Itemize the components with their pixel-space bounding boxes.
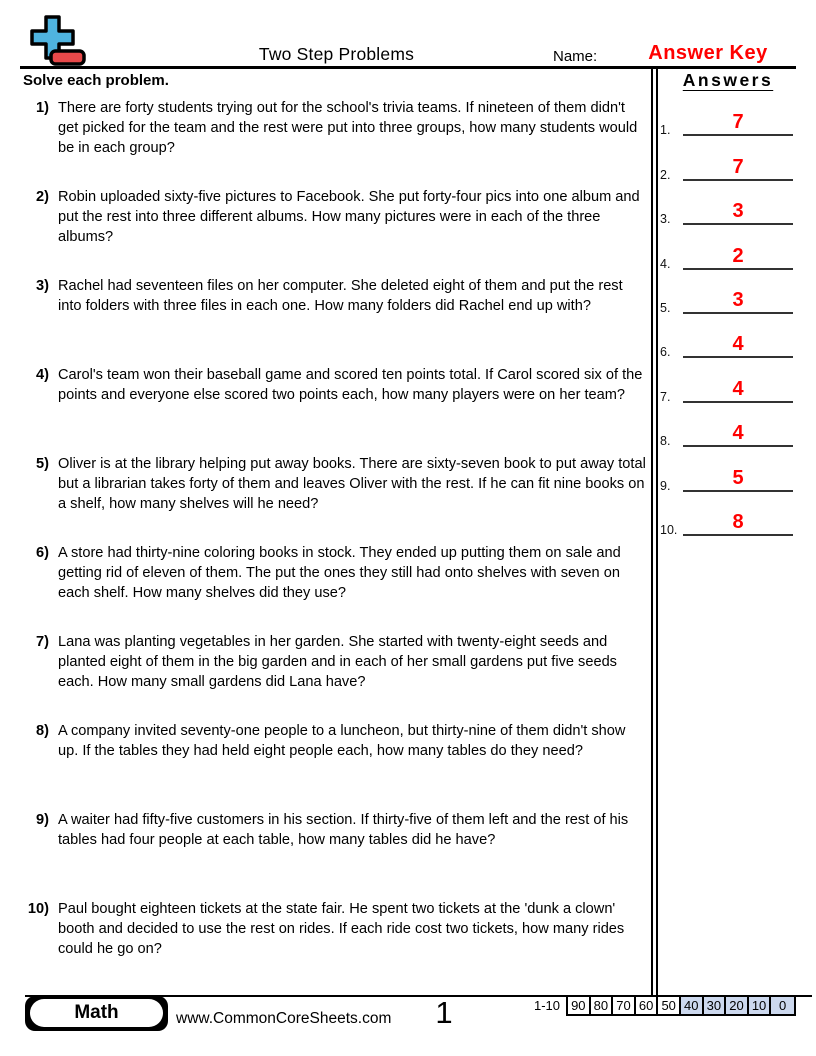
answer-number: 6. [660, 345, 671, 360]
answer-row-2 [658, 138, 796, 182]
answer-value: 3 [732, 288, 744, 311]
problem-text: Robin uploaded sixty-five pictures to Facebook. She put forty-four pics into one album and put the rest into three different albums. How many pictures were in each of the three albums? [58, 189, 640, 245]
problem-8 [24, 722, 649, 811]
problem-number: 2) [36, 189, 49, 205]
answer-row-4 [658, 227, 796, 271]
answer-number: 3. [660, 212, 671, 227]
problem-text: A company invited seventy-one people to a luncheon, but thirty-nine of them didn't show up. If the tables they had held eight people each, how many tables do they need? [58, 723, 626, 759]
answer-blank-line [683, 111, 793, 136]
website-url: www.CommonCoreSheets.com [176, 1010, 392, 1027]
score-cell: 10 [749, 997, 772, 1014]
answer-blank-line [683, 333, 793, 358]
answer-value: 7 [732, 111, 744, 134]
answer-number: 1. [660, 123, 671, 138]
answer-row-3 [658, 183, 796, 227]
problem-9 [24, 811, 649, 900]
answer-value: 8 [732, 510, 744, 533]
name-label: Name: [553, 48, 598, 65]
problem-5 [24, 455, 649, 544]
score-cell: 40 [681, 997, 704, 1014]
answer-number: 10. [660, 522, 678, 537]
score-cell: 90 [568, 997, 591, 1014]
problem-10 [24, 900, 649, 989]
subject-badge-label: Math [30, 999, 163, 1027]
problem-4 [24, 366, 649, 455]
answer-value: 2 [732, 244, 744, 267]
problem-text: There are forty students trying out for the school's trivia teams. If nineteen of them didn't get picked for the team and the rest were put into three groups, how many students would be in each group? [58, 100, 638, 156]
answer-number: 2. [660, 167, 671, 182]
instructions-text: Solve each problem. [23, 72, 169, 89]
problem-number: 5) [36, 456, 49, 472]
problem-text: A store had thirty-nine coloring books in stock. They ended up putting them on sale and getting rid of eleven of them. The put the ones they still had onto shelves with seven on each shelf. How many shelves did they use? [58, 545, 621, 601]
score-cell: 70 [613, 997, 636, 1014]
problem-2 [24, 188, 649, 277]
answer-value: 4 [732, 377, 744, 400]
answer-value: 5 [732, 466, 744, 489]
problem-number: 8) [36, 723, 49, 739]
answer-row-9 [658, 449, 796, 493]
score-cell: 50 [658, 997, 681, 1014]
answer-number: 7. [660, 389, 671, 404]
score-cell: 20 [726, 997, 749, 1014]
problem-number: 1) [36, 100, 49, 116]
score-range-label: 1-10 [533, 998, 560, 1013]
answer-blank-line [683, 378, 793, 403]
answer-number: 9. [660, 478, 671, 493]
problem-number: 4) [36, 367, 49, 383]
problem-number: 10) [27, 901, 49, 917]
answer-blank-line [683, 200, 793, 225]
answer-value: 7 [732, 155, 744, 178]
problem-text: Paul bought eighteen tickets at the state fair. He spent two tickets at the 'dunk a clown' booth and decided to use the rest on rides. If each ride cost two tickets, how many rides could he go on? [58, 901, 625, 957]
problem-1 [24, 99, 649, 188]
answer-number: 8. [660, 434, 671, 449]
answer-blank-line [683, 245, 793, 270]
answers-divider [651, 66, 658, 996]
answer-blank-line [683, 289, 793, 314]
problem-text: Oliver is at the library helping put away books. There are sixty-seven book to put away total but a librarian takes forty of them and leaves Oliver with the rest. If he can fit nine books on a shelf, how many shelves will he need? [58, 456, 646, 512]
answer-value: 4 [732, 422, 744, 445]
score-cell: 60 [636, 997, 659, 1014]
problem-6 [24, 544, 649, 633]
answers-list [658, 94, 796, 538]
problem-number: 7) [36, 634, 49, 650]
score-cell: 80 [591, 997, 614, 1014]
problem-number: 6) [36, 545, 49, 561]
answer-blank-line [683, 467, 793, 492]
problem-7 [24, 633, 649, 722]
page-title: Two Step Problems [258, 44, 415, 64]
problem-number: 3) [36, 278, 49, 294]
problem-text: Lana was planting vegetables in her garden. She started with twenty-eight seeds and planted eight of them in the big garden and in each of her small gardens put five seeds each. How many small gardens did Lana have? [58, 634, 617, 690]
answer-blank-line [683, 422, 793, 447]
problem-text: Rachel had seventeen files on her computer. She deleted eight of them and put the rest into folders with three files in each one. How many folders did Rachel end up with? [58, 278, 623, 314]
answer-row-10 [658, 494, 796, 538]
problem-text: Carol's team won their baseball game and scored ten points total. If Carol scored six of the points and everyone else scored two points each, how many players were on her team? [58, 367, 643, 403]
answer-value: 4 [732, 333, 744, 356]
answer-row-1 [658, 94, 796, 138]
problems-list [24, 99, 649, 989]
answers-heading: Answers [682, 70, 774, 90]
score-cell: 0 [771, 997, 794, 1014]
answer-blank-line [683, 156, 793, 181]
answer-key-text: Answer Key [648, 42, 768, 64]
problem-text: A waiter had fifty-five customers in his section. If thirty-five of them left and the rest of his tables had four people at each table, how many tables did he have? [58, 812, 629, 848]
answer-row-7 [658, 360, 796, 404]
problem-number: 9) [36, 812, 49, 828]
page-number: 1 [435, 995, 453, 1030]
problem-3 [24, 277, 649, 366]
answer-value: 3 [732, 200, 744, 223]
answer-number: 5. [660, 300, 671, 315]
answer-row-8 [658, 405, 796, 449]
answer-row-6 [658, 316, 796, 360]
answer-number: 4. [660, 256, 671, 271]
score-cell: 30 [704, 997, 727, 1014]
score-table [566, 995, 796, 1016]
answer-row-5 [658, 272, 796, 316]
answer-blank-line [683, 511, 793, 536]
header-divider [20, 66, 796, 69]
subject-badge [25, 996, 168, 1031]
